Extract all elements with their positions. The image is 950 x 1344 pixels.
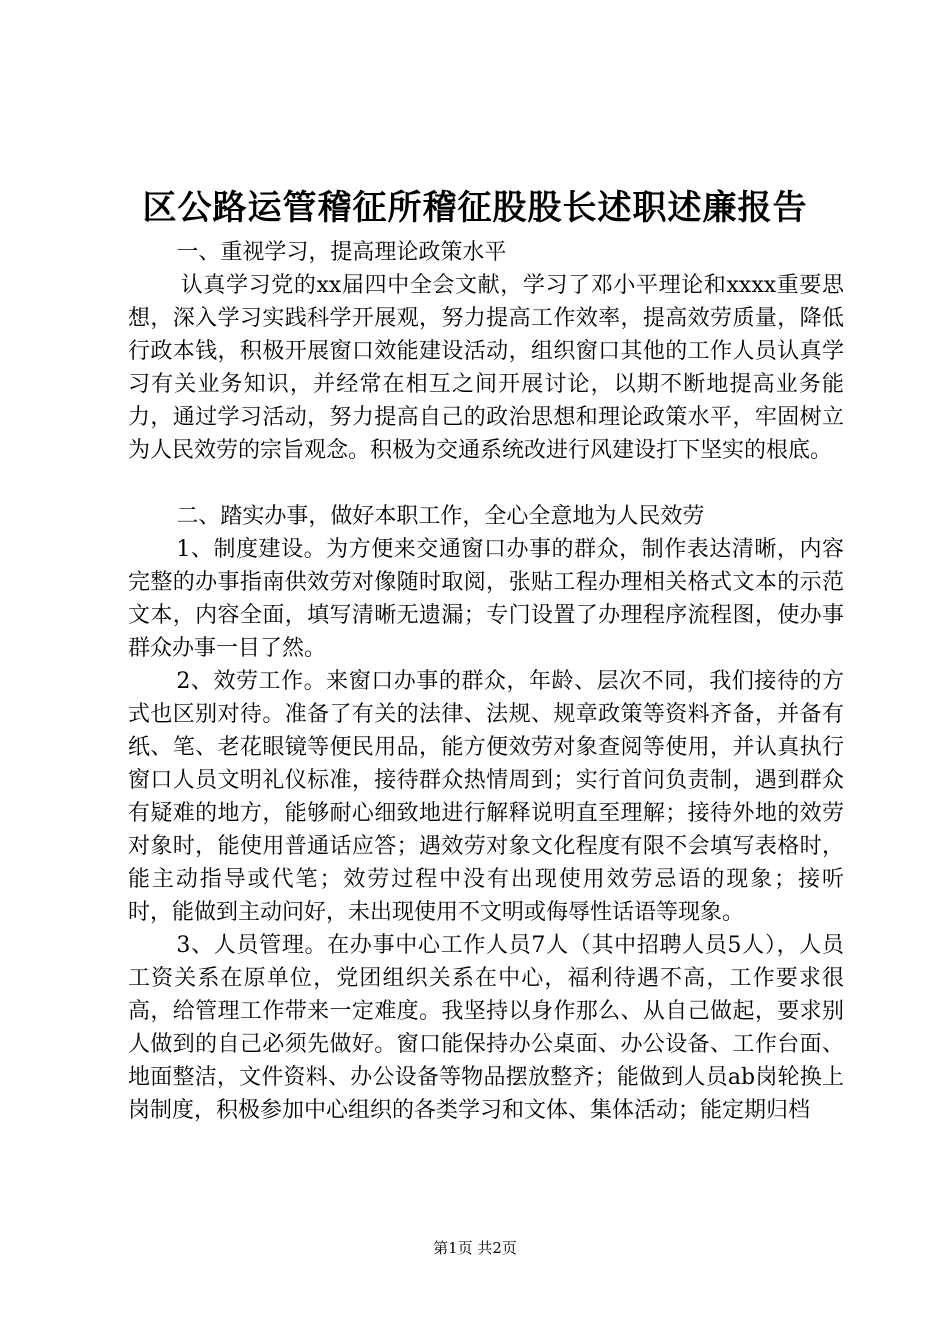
body-paragraph-4: 3、人员管理。在办事中心工作人员7人（其中招聘人员5人），人员工资关系在原单位，党团组织关系在中心，福利待遇不高，工作要求很高，给管理工作带来一定难度。我坚持以身作那么、从自己做起，要求别人做到的自己必须先做好。窗口能保持办公桌面、办公设备、工作台面、地面整洁，文件资料、办公设备等物品摆放整齐；能做到人员ab岗轮换上岗制度，积极参加中心组织的各类学习和文体、集体活动；能定期归档 — [128, 933, 844, 1123]
body-paragraph-2: 1、制度建设。为方便来交通窗口办事的群众，制作表达清晰，内容完整的办事指南供效劳对像随时取阅，张贴工程办理相关格式文本的示范文本，内容全面，填写清晰无遗漏；专门设置了办理程序流程图，使办事群众办事一目了然。 — [128, 537, 844, 661]
body-paragraph-3: 2、效劳工作。来窗口办事的群众，年龄、层次不同，我们接待的方式也区别对待。准备了有关的法律、法规、规章政策等资料齐备，并备有纸、笔、老花眼镜等便民用品，能方便效劳对象查阅等使用，并认真执行窗口人员文明礼仪标准，接待群众热情周到；实行首问负责制，遇到群众有疑难的地方，能够耐心细致地进行解释说明直至理解；接待外地的效劳对象时，能使用普通话应答；遇效劳对象文化程度有限不会填写表格时，能主动指导或代笔；效劳过程中没有出现使用效劳忌语的现象；接听 时，能做到主动问好，未出现使用不文明或侮辱性话语等现象。 — [128, 669, 889, 925]
document-body — [128, 236, 889, 1127]
section-heading-2: 二、踏实办事，做好本职工作，全心全意地为人民效劳 — [176, 504, 705, 529]
section-heading-1: 一、重视学习，提高理论政策水平 — [176, 240, 507, 265]
body-paragraph-1: 认真学习党的xx届四中全会文献，学习了邓小平理论和xxxx重要思想，深入学习实践科学开展观，努力提高工作效率，提高效劳质量，降低行政本钱，积极开展窗口效能建设活动，组织窗口其他的工作人员认真学习有关业务知识，并经常在相互之间开展讨论，以期不断地提高业务能力，通过学习活动，努力提高自己的政治思想和理论政策水平，牢固树立为人民效劳的宗旨观念。积极为交通系统改进行风建设打下坚实的根底。 — [128, 273, 844, 463]
page-number-footer: 第1页 共2页 — [433, 1239, 517, 1257]
paragraph-gap — [128, 467, 844, 500]
document-title: 区公路运管稽征所稽征股股长述职述廉报告 — [142, 188, 808, 228]
